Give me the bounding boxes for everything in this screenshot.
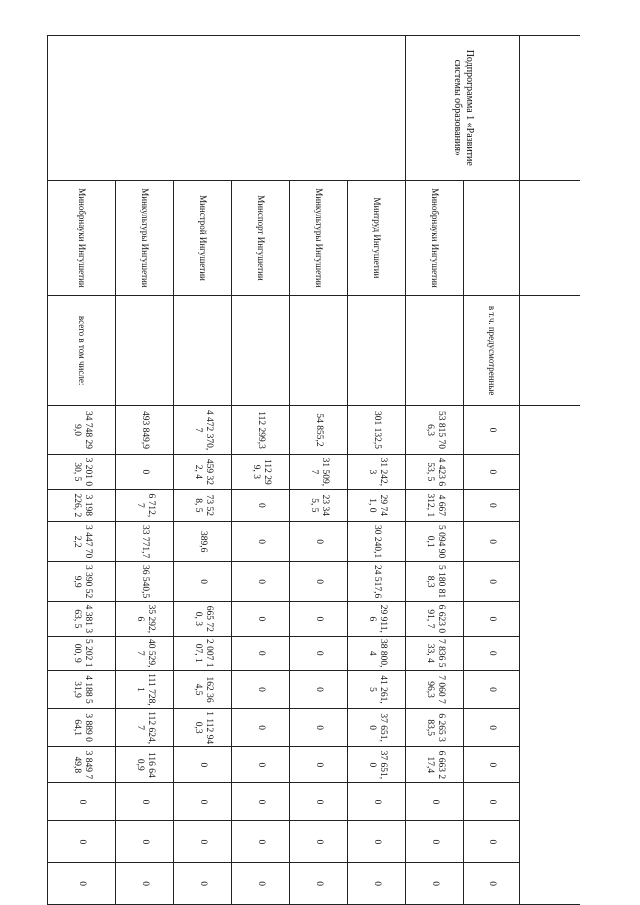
value-cell: 112 299, 3: [232, 455, 290, 489]
value-cell: 112 624,7: [116, 709, 174, 747]
value-cell: 23 345, 5: [290, 489, 348, 522]
value-cell: 5 094 900,1: [406, 522, 464, 562]
value-cell: 35 292, 6: [116, 602, 174, 636]
value-cell: 38 800, 4: [348, 636, 406, 670]
value-cell: 0: [174, 747, 232, 783]
value-cell: 116 640,9: [116, 747, 174, 783]
agency-cell: Минстрой Ингушетии: [174, 180, 232, 296]
value-cell: 4 423 653, 5: [406, 455, 464, 489]
note-cell: [232, 296, 290, 405]
value-cell: 53 815 706,3: [406, 405, 464, 454]
value-cell: 0: [232, 863, 290, 905]
value-cell: 0: [406, 863, 464, 905]
agency-cell: Минобрнауки Ингушетии: [48, 180, 116, 296]
value-cell: 34 748 299,0: [48, 405, 116, 454]
table-row: [520, 36, 580, 905]
value-cell: 41 261,5: [348, 670, 406, 708]
value-cell: 3 201 030, 5: [48, 455, 116, 489]
value-cell: 0: [174, 821, 232, 863]
value-cell: 0: [232, 489, 290, 522]
value-cell: 6 712, 7: [116, 489, 174, 522]
value-cell: 29 911, 6: [348, 602, 406, 636]
value-cell: 112 299,3: [232, 405, 290, 454]
value-cell: 29 741, 0: [348, 489, 406, 522]
note-cell: [174, 296, 232, 405]
value-cell: 0: [464, 562, 520, 602]
agency-cell: Минобрнауки Ингушетии: [406, 180, 464, 296]
value-cell: 162 364,5: [174, 670, 232, 708]
value-cell: 1 112 940,3: [174, 709, 232, 747]
value-cell: 5 202 100, 9: [48, 636, 116, 670]
header-cell: [520, 180, 580, 296]
value-cell: 4 381 363, 5: [48, 602, 116, 636]
value-cell: 0: [290, 863, 348, 905]
value-cell: 0: [232, 602, 290, 636]
value-cell: 0: [290, 783, 348, 821]
value-cell: 0: [290, 522, 348, 562]
value-cell: 36 540,5: [116, 562, 174, 602]
value-cell: 4 188 531,9: [48, 670, 116, 708]
value-cell: 301 132,5: [348, 405, 406, 454]
value-cell: 0: [232, 783, 290, 821]
value-cell: 0: [406, 821, 464, 863]
note-cell: [116, 296, 174, 405]
table-row: [348, 36, 406, 905]
value-cell: 0: [290, 747, 348, 783]
value-cell: 33 771,7: [116, 522, 174, 562]
value-cell: 4 667 312, 1: [406, 489, 464, 522]
value-cell: 3 889 064,1: [48, 709, 116, 747]
value-cell: 4 472 370,7: [174, 405, 232, 454]
value-cell: 389,6: [174, 522, 232, 562]
program-blank-cell: [48, 36, 406, 181]
value-cell: 0: [174, 783, 232, 821]
value-cell: 7 060 796,3: [406, 670, 464, 708]
value-cell: 0: [464, 783, 520, 821]
value-cell: 6 623 091, 7: [406, 602, 464, 636]
note-cell: [348, 296, 406, 405]
value-cell: 0: [290, 636, 348, 670]
header-cell: [520, 405, 580, 904]
value-cell: 0: [464, 405, 520, 454]
value-cell: 0: [174, 562, 232, 602]
value-cell: 0: [232, 636, 290, 670]
value-cell: 30 240,1: [348, 522, 406, 562]
value-cell: 73 528, 5: [174, 489, 232, 522]
value-cell: 0: [232, 821, 290, 863]
value-cell: 5 180 818,3: [406, 562, 464, 602]
note-cell: всего в том числе:: [48, 296, 116, 405]
value-cell: 0: [232, 522, 290, 562]
value-cell: 0: [464, 709, 520, 747]
agency-cell: Минтруд Ингушетии: [348, 180, 406, 296]
value-cell: 0: [116, 783, 174, 821]
value-cell: 0: [290, 709, 348, 747]
value-cell: 0: [464, 670, 520, 708]
value-cell: 0: [232, 747, 290, 783]
value-cell: 0: [48, 863, 116, 905]
note-cell: [290, 296, 348, 405]
value-cell: 0: [290, 670, 348, 708]
value-cell: 0: [464, 522, 520, 562]
header-cell: [520, 296, 580, 405]
value-cell: 0: [464, 747, 520, 783]
value-cell: 0: [464, 636, 520, 670]
value-cell: 37 651,0: [348, 747, 406, 783]
value-cell: 7 836 533, 4: [406, 636, 464, 670]
value-cell: 31 242, 3: [348, 455, 406, 489]
budget-table: [48, 35, 581, 905]
table-row: [464, 36, 520, 905]
header-cell: [520, 36, 580, 181]
value-cell: 3 849 749,8: [48, 747, 116, 783]
value-cell: 0: [464, 455, 520, 489]
value-cell: 0: [464, 821, 520, 863]
agency-cell: Минкультуры Ингушетии: [116, 180, 174, 296]
agency-cell: Минкультуры Ингушетии: [290, 180, 348, 296]
value-cell: 111 728,1: [116, 670, 174, 708]
note-cell: в т.ч. предусмотренные: [464, 296, 520, 405]
value-cell: 0: [464, 602, 520, 636]
value-cell: 3 390 529,9: [48, 562, 116, 602]
agency-cell: [464, 180, 520, 296]
value-cell: 459 322, 4: [174, 455, 232, 489]
value-cell: 665 720, 3: [174, 602, 232, 636]
value-cell: 54 855,2: [290, 405, 348, 454]
value-cell: 0: [348, 783, 406, 821]
value-cell: 3 447 702,2: [48, 522, 116, 562]
value-cell: 0: [406, 783, 464, 821]
value-cell: 0: [48, 783, 116, 821]
program-title-cell: Подпрограмма 1 «Развитие системы образования»: [406, 36, 520, 181]
value-cell: 0: [232, 709, 290, 747]
value-cell: 6 265 383,5: [406, 709, 464, 747]
value-cell: 0: [48, 821, 116, 863]
value-cell: 0: [232, 562, 290, 602]
value-cell: 0: [290, 821, 348, 863]
value-cell: 40 529, 7: [116, 636, 174, 670]
value-cell: 0: [464, 489, 520, 522]
value-cell: 37 651,0: [348, 709, 406, 747]
value-cell: 0: [232, 670, 290, 708]
note-cell: [406, 296, 464, 405]
value-cell: 31 509, 7: [290, 455, 348, 489]
value-cell: 0: [348, 821, 406, 863]
value-cell: 6 663 217,4: [406, 747, 464, 783]
value-cell: 3 198 226, 2: [48, 489, 116, 522]
value-cell: 0: [290, 602, 348, 636]
value-cell: 0: [116, 455, 174, 489]
agency-cell: Минспорт Ингушетии: [232, 180, 290, 296]
value-cell: 0: [116, 863, 174, 905]
value-cell: 0: [116, 821, 174, 863]
value-cell: 0: [174, 863, 232, 905]
value-cell: 0: [290, 562, 348, 602]
value-cell: 0: [464, 863, 520, 905]
value-cell: 0: [348, 863, 406, 905]
value-cell: 2 007 107, 1: [174, 636, 232, 670]
value-cell: 24 517,6: [348, 562, 406, 602]
value-cell: 493 849,9: [116, 405, 174, 454]
